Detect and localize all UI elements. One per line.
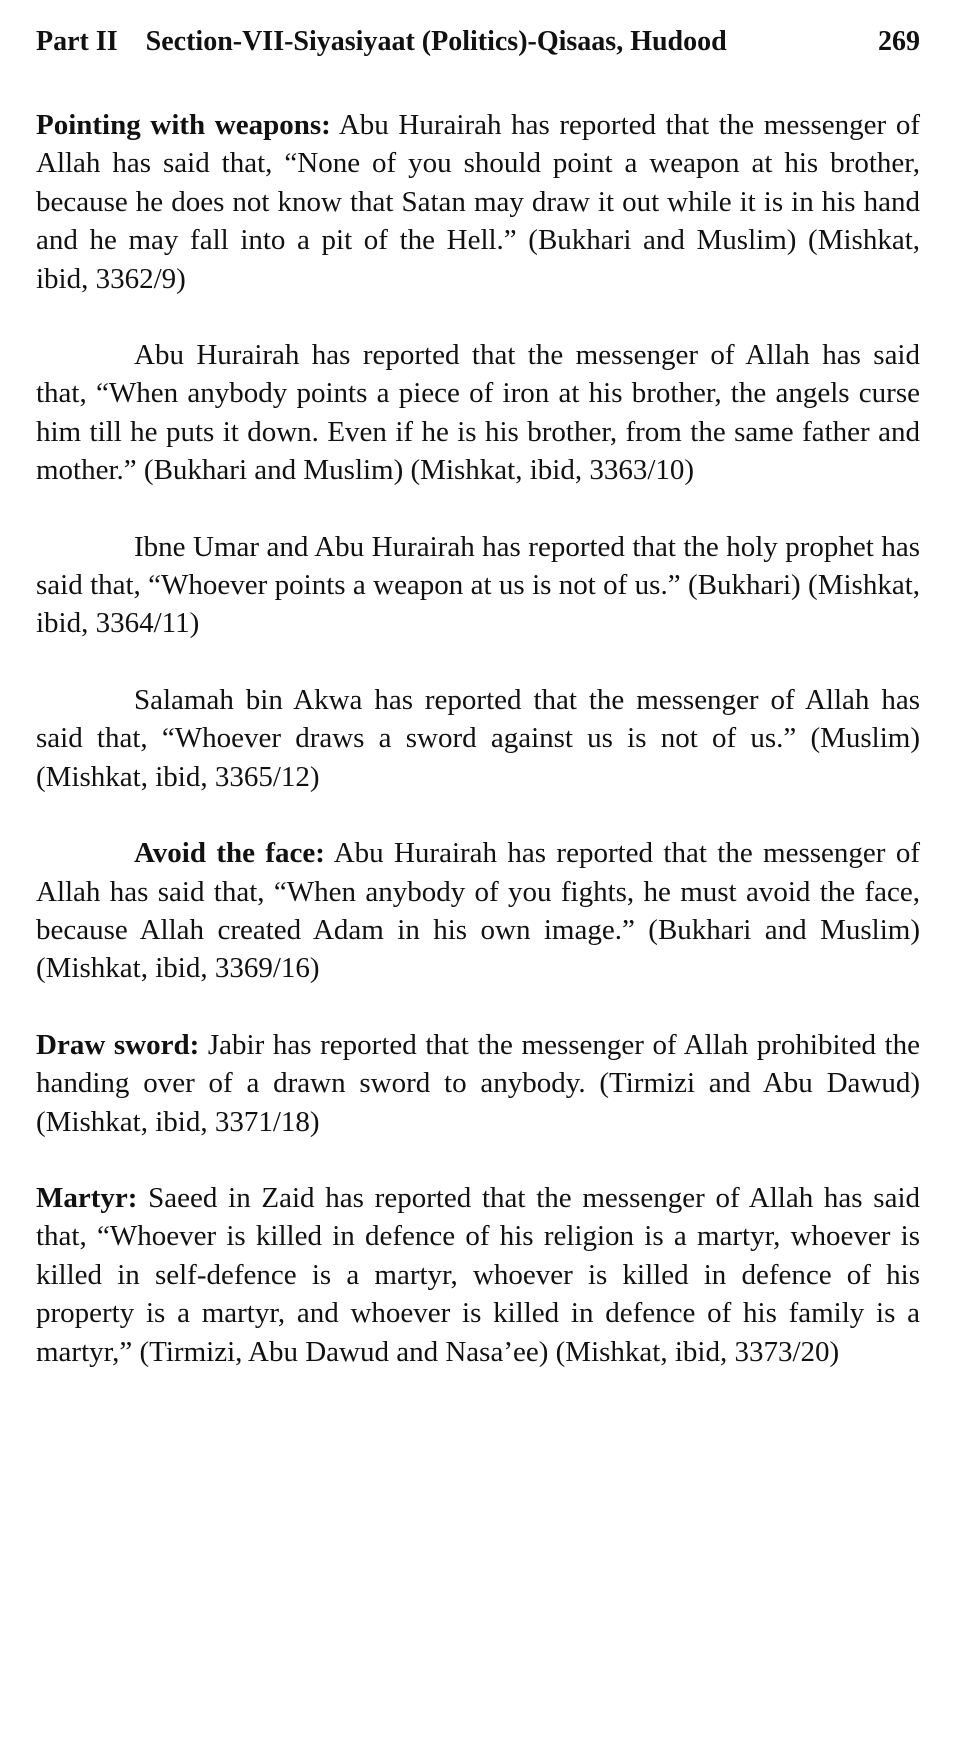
paragraph-piece-of-iron [36,336,920,490]
running-header [36,22,920,62]
book-page [36,22,920,1371]
page-number: 269 [878,26,920,57]
paragraph-martyr [36,1179,920,1371]
paragraph-draw-sword [36,1026,920,1141]
section-title: Section-VII-Siyasiyaat (Politics)-Qisaas, Hudood [145,26,727,57]
paragraph-heading: Draw sword: [36,1028,200,1061]
part-label: Part II [36,26,118,57]
paragraph-text: Salamah bin Akwa has reported that the messenger of Allah has said that, “Whoever draws a sword against us is not of us.” (Muslim) (Mishkat, ibid, 3365/12) [36,683,920,793]
paragraph-text: Abu Hurairah has reported that the messenger of Allah has said that, “When anybody points a piece of iron at his brother, the angels curse him till he puts it down. Even if he is his brother, from the same father and mother.” (Bukhari and Muslim) (Mishkat, ibid, 3363/10) [36,339,920,487]
paragraph-text: Saeed in Zaid has reported that the messenger of Allah has said that, “Whoever is killed in defence of his religion is a martyr, whoever is killed in self-defence is a martyr, whoever is killed in defence of his property is a martyr, and whoever is killed in defence of his family is a martyr,” (Tirmizi, Abu Dawud and Nasa’ee) (Mishkat, ibid, 3373/20) [36,1181,921,1368]
paragraph-heading: Avoid the face: [134,837,325,870]
paragraph-text: Ibne Umar and Abu Hurairah has reported that the holy prophet has said that, “Whoever points a weapon at us is not of us.” (Bukhari) (Mishkat, ibid, 3364/11) [36,530,920,640]
paragraph-text: Abu Hurairah has reported that the messenger of Allah has said that, “When anybody of you fights, he must avoid the face, because Allah created Adam in his own image.” (Bukhari and Muslim) (Mishkat, ibid, 3369/16) [36,837,920,985]
paragraph-text: Abu Hurairah has reported that the messenger of Allah has said that, “None of you should point a weapon at his brother, because he does not know that Satan may draw it out while it is in his hand and he may fall into a pit of the Hell.” (Bukhari and Muslim) (Mishkat, ibid, 3362/9) [36,109,920,295]
paragraph-draws-sword [36,681,920,796]
paragraph-avoid-the-face [36,834,920,988]
paragraph-pointing-with-weapons [36,106,920,298]
paragraph-heading: Martyr: [36,1181,138,1214]
header-left [36,22,727,62]
paragraph-heading: Pointing with weapons: [36,109,331,141]
paragraph-not-of-us [36,528,920,643]
paragraph-text: Jabir has reported that the messenger of Allah prohibited the handing over of a drawn sword to anybody. (Tirmizi and Abu Dawud) (Mishkat, ibid, 3371/18) [36,1028,920,1138]
